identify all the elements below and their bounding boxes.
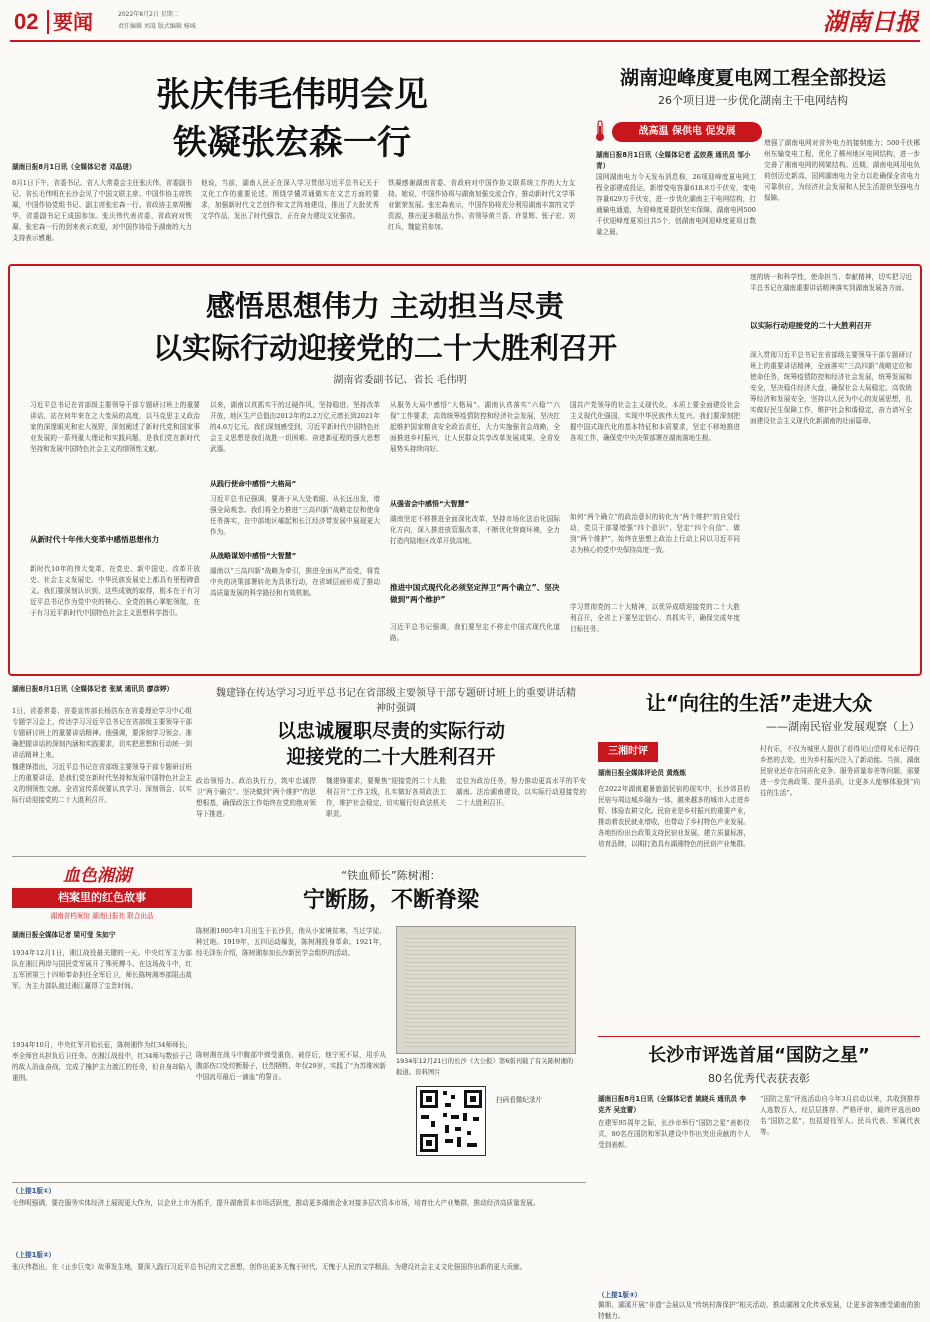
body-col-2: 陈树湘在战斗中腹部中弹受重伤，被俘后，他宁死不屈，用手从腹部伤口处绞断肠子，壮烈牺牲，年仅29岁，实践了“为苏维埃新中国流尽最后一滴血”的誓言。 xyxy=(196,1051,386,1081)
headline-line1: 张庆伟毛伟明会见 xyxy=(156,75,428,115)
archive-photo-texture xyxy=(405,935,569,1047)
headline-line2: 铁凝张宏森一行 xyxy=(173,123,411,163)
featured-col3-subhead2: 推进中国式现代化必须坚定捍卫“两个确立”、坚决做到“两个维护” xyxy=(390,583,560,604)
masthead xyxy=(0,0,930,44)
byline: 湖南日报8月1日讯（全媒体记者 张斌 通讯员 廖彦婷） xyxy=(12,685,174,693)
page-number-badge: 02 xyxy=(14,9,39,34)
byline: 湖南日报8月1日讯（全媒体记者 邓晶琎） xyxy=(12,163,136,171)
body-col-2: 魏建锋指出，习近平总书记在省部级主要领导干部专题研讨班上的重要讲话，是我们党在新时代坚持和发展中国特色社会主义的纲领性文献。全省宣传系统要认真学习、深刻领会，以实际行动迎接党的二十大胜利召开。 xyxy=(12,763,192,804)
editors-line: 责任编辑 刘凌 版式编辑 杨城 xyxy=(118,23,196,30)
body-col-2: 村有乐，不仅为城里人提供了看得见山望得见水记得住乡愁的去处，也为乡村振兴注入了新动能。当前，湖南民宿业还存在同质化竞争、服务质量参差等问题，需要进一步完善政策、提升品质，让更多人能够体验到“向往的生活”。 xyxy=(760,745,920,797)
body-col-1: 政治领悟力、政治执行力，筑牢忠诚捍卫“两个确立”、坚决做到“两个维护”的思想根基，确保政法工作始终在党的绝对领导下推进。 xyxy=(196,777,316,818)
masthead-rule xyxy=(10,40,920,42)
body-col-1: 陈树湘1905年1月出生于长沙县，他从小家境贫寒，当过学徒、种过地。1919年，五四运动爆发，陈树湘投身革命。1921年，经毛泽东介绍，陈树湘参加长沙新民学会组织的活动。 xyxy=(196,927,386,957)
photo-caption: 1934年12月21日的长沙《大公报》第6版刊载了有关陈树湘的报道。资料图片 xyxy=(396,1057,574,1076)
column-tag: 三湘时评 xyxy=(598,742,658,762)
headline-line2: 迎接党的二十大胜利召开 xyxy=(286,746,496,768)
section-divider xyxy=(12,856,586,857)
headline: 让“向往的生活”走进大众 xyxy=(645,691,873,715)
qr-code[interactable] xyxy=(416,1086,486,1156)
kicker: “铁血师长”陈树湘： xyxy=(341,869,441,882)
headline-line1: 以忠诚履职尽责的实际行动 xyxy=(276,720,505,742)
headline: 宁断肠，不断脊梁 xyxy=(302,888,479,913)
body-col-1: 8月1日下午，省委书记、省人大常委会主任张庆伟，省委副书记、省长毛伟明在长沙会见了中国文联主席、中国作协主席铁凝，中国作协党组书记、副主席张宏森一行。省政协主席胡衡华，省委副书记王成国参加。张庆伟代表省委、省政府对铁凝、张宏森一行的到来表示欢迎，对中国作协给予湖南的大力支持表示感谢。 xyxy=(12,179,192,242)
byline: 湖南日报全媒体评论员 黄炼炼 xyxy=(598,769,687,777)
headline: 湖南迎峰度夏电网工程全部投运 xyxy=(619,67,886,89)
continued-text-1: 毛伟明强调，要在服务实体经济上展现更大作为，以企业上市为抓手，提升湖南资本市场活跃度，推动更多湖南企业对接多层次资本市场，培育壮大产业集群，推动经济高质量发展。 xyxy=(12,1199,540,1207)
featured-col2-body2: 习近平总书记强调，要善于从大处着眼、从长远出发，增强全局观念。我们将全力推进“三高四新”战略定位和使命任务落实，在中部地区崛起和长江经济带发展中展现更大作为。 xyxy=(210,495,380,536)
featured-col2-body3: 湖南以“三高四新”战略为牵引，推进全面从严治党，将党中央的决策部署转化为具体行动，在省域层面形成了推动高质量发展的科学路径和有效机制。 xyxy=(210,567,380,597)
byline: 湖南日报8月1日讯（全媒体记者 孟姣燕 通讯员 邹小青） xyxy=(596,151,751,170)
campaign-tag: 战高温 保供电 促发展 xyxy=(612,122,762,142)
column-banner-subtitle: 档案里的红色故事 xyxy=(12,888,192,908)
body-col-1: 1日，省委常委、省委宣传部长杨浩东在省委理论学习中心组专题学习会上，传达学习习近平总书记在省部级主要领导干部专题研讨班上的重要讲话精神。他强调，要深刻学习领会、准确把握讲话的深刻内涵和实践要求，切实把思想和行动统一到讲话精神上来。 xyxy=(12,707,192,758)
featured-col2-subhead2: 从战略谋划中感悟“大智慧” xyxy=(210,552,297,560)
kicker: 魏建锋在传达学习习近平总书记在省部级主要领导干部专题研讨班上的重要讲话精神时强调 xyxy=(216,688,576,714)
featured-col5-top: 迷的统一和科学性，使命担当、奉献精神，切实把习近平总书记在湖南重要讲话精神落实到湖南发展各方面。 xyxy=(750,273,912,292)
date-line: 2022年8月2日 星期二 xyxy=(118,11,179,18)
body-col-2: 魏建锋要求，要聚焦“迎接党的二十大胜利召开”工作主线，扎实做好各项政法工作，维护社会稳定，切实履行好政法机关职责。 xyxy=(326,777,446,818)
featured-col2-subhead1: 从践行使命中感悟“大格局” xyxy=(210,480,297,488)
featured-col4-body: 国共产党领导的社会主义现代化，本质上要全面建设社会主义现代化强国，实现中华民族伟大复兴。我们要深刻把握中国式现代化的基本特征和本质要求，坚定不移地推进各项工作，确保党中央决策部署在湖南落地生根。 xyxy=(570,401,740,442)
featured-col4-body3: 学习贯彻党的二十大精神，以优异成绩迎接党的二十大胜利召开，全省上下要坚定信心、真抓实干，确保完成年度目标任务。 xyxy=(570,603,740,633)
newspaper-archive-photo xyxy=(396,926,576,1054)
body-col-1: 1934年12月1日，湘江战役最关键的一天。中央红军主力部队在湘江两岸与国民党军展开了殊死搏斗。在这场战斗中，红五军团第三十四师奉命担任全军后卫，师长陈树湘率部阻击敌军，为主力部队渡过湘江赢得了宝贵时间。 xyxy=(12,949,192,990)
body-col-1: 国网湖南电力今天发布消息称，26项迎峰度夏电网工程全部建成投运，新增变电容量618.8万千伏安，变电容量629万千伏安，进一步优化湖南主干电网结构，打通输电通道，为迎峰度夏提供坚实保障。湖南电网500千伏迎峰度夏项目共5个，创湖南电网迎峰度夏项目数量之最。 xyxy=(596,173,756,236)
body-col-3: 铁凝感谢湖南省委、省政府对中国作协文联系统工作的大力支持。她说，中国作协将与湖南加强交流合作，推动新时代文学事业繁荣发展。张宏森表示，中国作协将充分利用湖南丰富的文学资源，推出更多精品力作。省领导黄兰香、许显辉、张子宏、刘红兵、魏旋君参加。 xyxy=(388,179,575,231)
subheadline: ——湖南民宿业发展观察（上） xyxy=(766,720,920,733)
continued-text-2: 张庆伟指出，在《止步巨变》故事发生地，要深入践行习近平总书记的文艺思想，创作出更多无愧于时代、无愧于人民的文学精品，为建设社会主义文化强国作出新的更大贡献。 xyxy=(12,1263,527,1271)
continued-label-2: （上接1版②） xyxy=(12,1251,56,1259)
subheadline: 80名优秀代表获表彰 xyxy=(708,1072,810,1085)
story-bottom-center xyxy=(196,864,586,1176)
story-top-rule xyxy=(598,1036,920,1037)
subheadline: 26个项目进一步优化湖南主干电网结构 xyxy=(658,94,848,107)
story-mid-center xyxy=(196,684,586,852)
featured-col1-intro: 习近平总书记在省部级主要领导干部专题研讨班上的重要讲话，站在何年来在之大变局的高度，以马克思主义政治家的深邃眼光和宏大视野，深刻阐述了新时代党和国家事业发展的一系列重大理论和实践问题，是我们党在新时代坚持和发展中国特色社会主义的纲领性文献。 xyxy=(30,401,200,453)
column-banner-title: 血色湘湖 xyxy=(63,866,131,886)
featured-col1-subhead: 从新时代十年伟大变革中感悟思想伟力 xyxy=(30,535,160,544)
body-col-2: 他说，当前，湖南人民正在深入学习贯彻习近平总书记关于文化工作的重要论述，围绕学懂弄通做实在文艺方面的要求，加强新时代文艺创作和文艺阵地建设，推出了大批优秀文学作品，发出了时代强音，正在奋力建设文化强省。 xyxy=(201,179,379,220)
featured-col3-body2: 湖南坚定不移推进全面深化改革，坚持市场化法治化国际化方向，深入推进放管服改革，不断优化营商环境，全力打造内陆地区改革开放高地。 xyxy=(390,515,560,545)
body-col-3: 定位为政治任务，努力推动更高水平的平安湖南、法治湖南建设，以实际行动迎接党的二十大胜利召开。 xyxy=(456,777,586,807)
paper-logo: 湖南日报 xyxy=(823,7,919,36)
featured-col1-body: 新时代10年的伟大变革，在党史、新中国史、改革开放史、社会主义发展史、中华民族发展史上都具有里程碑意义。我们要深刻认识到，这些成就的取得，根本在于有习近平总书记作为党中央的核心、全党的核心掌舵领航，在于有习近平新时代中国特色社会主义思想科学指引。 xyxy=(30,565,200,617)
masthead-divider xyxy=(47,10,49,34)
featured-col3-body3: 习近平总书记强调，我们要坚定不移走中国式现代化道路。 xyxy=(390,623,560,642)
featured-col2-body: 以来，湖南以真抓实干的过硬作风，坚持稳进、坚持改革开放，地区生产总值由2012年的2.2万亿元增长到2021年的4.6万亿元。我们深刻感受到，习近平新时代中国特色社会主义思想是我们战胜一切困难、奋进新征程的强大思想武器。 xyxy=(210,401,380,453)
featured-author: 湖南省委副书记、省长 毛伟明 xyxy=(333,375,467,386)
continued-divider xyxy=(12,1182,586,1183)
featured-headline-line1: 感悟思想伟力 主动担当尽责 xyxy=(205,289,565,323)
featured-col4-body2: 如何“两个确立”的政治意识的转化为“两个维护”的自觉行动，党员干部要增强“四个意识”、坚定“四个自信”、做到“两个维护”，始终在思想上政治上行动上同以习近平同志为核心的党中央保持高度一致。 xyxy=(570,513,740,554)
body-col-2: 1934年10月，中央红军开始长征，陈树湘作为红34师师长，率全师官兵担负后卫任务。在湘江战役中，红34师与数倍于己的敌人浴血奋战，完成了掩护主力渡江的任务，但自身却陷入重围。 xyxy=(12,1041,192,1082)
featured-headline-line2: 以实际行动迎接党的二十大胜利召开 xyxy=(152,331,617,365)
continued-left xyxy=(12,1186,586,1316)
body-col-1: 在建军95周年之际，长沙市举行“国防之星”表彰仪式，80名在国防和军队建设中作出突出贡献的个人受到表彰。 xyxy=(598,1119,750,1149)
story-mid-right xyxy=(598,684,920,1024)
featured-col5-body: 深入贯彻习近平总书记在省部级主要领导干部专题研讨班上的重要讲话精神，全面落实“三高四新”战略定位和使命任务，统筹疫情防控和经济社会发展，统筹发展和安全，坚决稳住经济大盘，确保社会大局稳定。高效统筹经济和发展安全，坚持以人民为中心的发展思想，扎实做好民生保障工作，维护社会和谐稳定，奋力谱写全面建设社会主义现代化新湖南的壮丽篇章。 xyxy=(750,351,912,425)
byline: 湖南日报全媒体记者 梁可莹 朱如宁 xyxy=(12,931,116,939)
body-col-2: 增强了湖南电网对省外电力的接纳能力；500千伏郴州东输变电工程，优化了郴州地区电网结构，进一步完善了湘南电网的网架结构。近期，湖南电网用电负荷创历史新高，国网湖南电力全力以赴确保全省电力可靠供应，为经济社会发展和人民生活提供坚强电力保障。 xyxy=(764,139,920,202)
headline: 长沙市评选首届“国防之星” xyxy=(648,1045,870,1066)
continued-right xyxy=(598,1290,920,1320)
featured-col3-subhead1: 从强省会中感悟“大智慧” xyxy=(390,500,470,508)
story-mid-left xyxy=(12,684,192,852)
section-name: 要闻 xyxy=(53,10,93,34)
body-col-1: 在2022年湖南避暑旅游民宿的现实中，长沙郊县的民宿与周边城乡融为一体，越来越多的城市人走进乡野、体验农耕文化。民宿业是乡村振兴的重要产业，推动着农民就业增收，也带动了乡村特色产业发展。各地纷纷出台政策支持民宿业发展，建立质量标准，培育品牌，以期打造具有湖湘特色的民宿产业集群。 xyxy=(598,785,750,848)
continued-label: （上接1版③） xyxy=(598,1291,642,1299)
continued-label-1: （上接1版①） xyxy=(12,1187,56,1195)
column-banner-sponsor: 湖南省档案馆 湖南日报社 联合出品 xyxy=(50,912,154,920)
story-bottom-left xyxy=(12,864,192,1176)
column-banner xyxy=(12,864,192,924)
featured-col5-subhead: 以实际行动迎接党的二十大胜利召开 xyxy=(750,321,872,330)
story-bottom-right xyxy=(598,1036,920,1286)
featured-article xyxy=(8,264,922,676)
featured-col3-body: 从服务大局中感悟“大格局”。湖南认真落实“六稳”“六保”工作要求，高效统筹疫情防控和经济社会发展，坚决扛起维护国家粮食安全政治责任，大力实施强省会战略，全面推进乡村振兴，让人民群众共享改革发展成果，全省发展势头持续向好。 xyxy=(390,401,560,453)
qr-caption: 扫码看微纪录片 xyxy=(496,1096,543,1104)
byline: 湖南日报8月1日讯（全媒体记者 姚晓兵 通讯员 李克齐 吴宜蕾） xyxy=(598,1095,746,1114)
continued-text: 佩斯、湖溪开展“非遗”会展以及“传统村落保护”相关活动，推动湖湘文化传承发展，让更多游客感受湖南的独特魅力。 xyxy=(598,1301,920,1320)
thermometer-icon xyxy=(592,120,608,142)
body-col-2: “国防之星”评选活动自今年3月启动以来，共收到推荐人选数百人，经层层推荐、严格评审，最终评选出80名“国防之星”，包括退役军人、民兵代表、军属代表等。 xyxy=(760,1095,920,1136)
